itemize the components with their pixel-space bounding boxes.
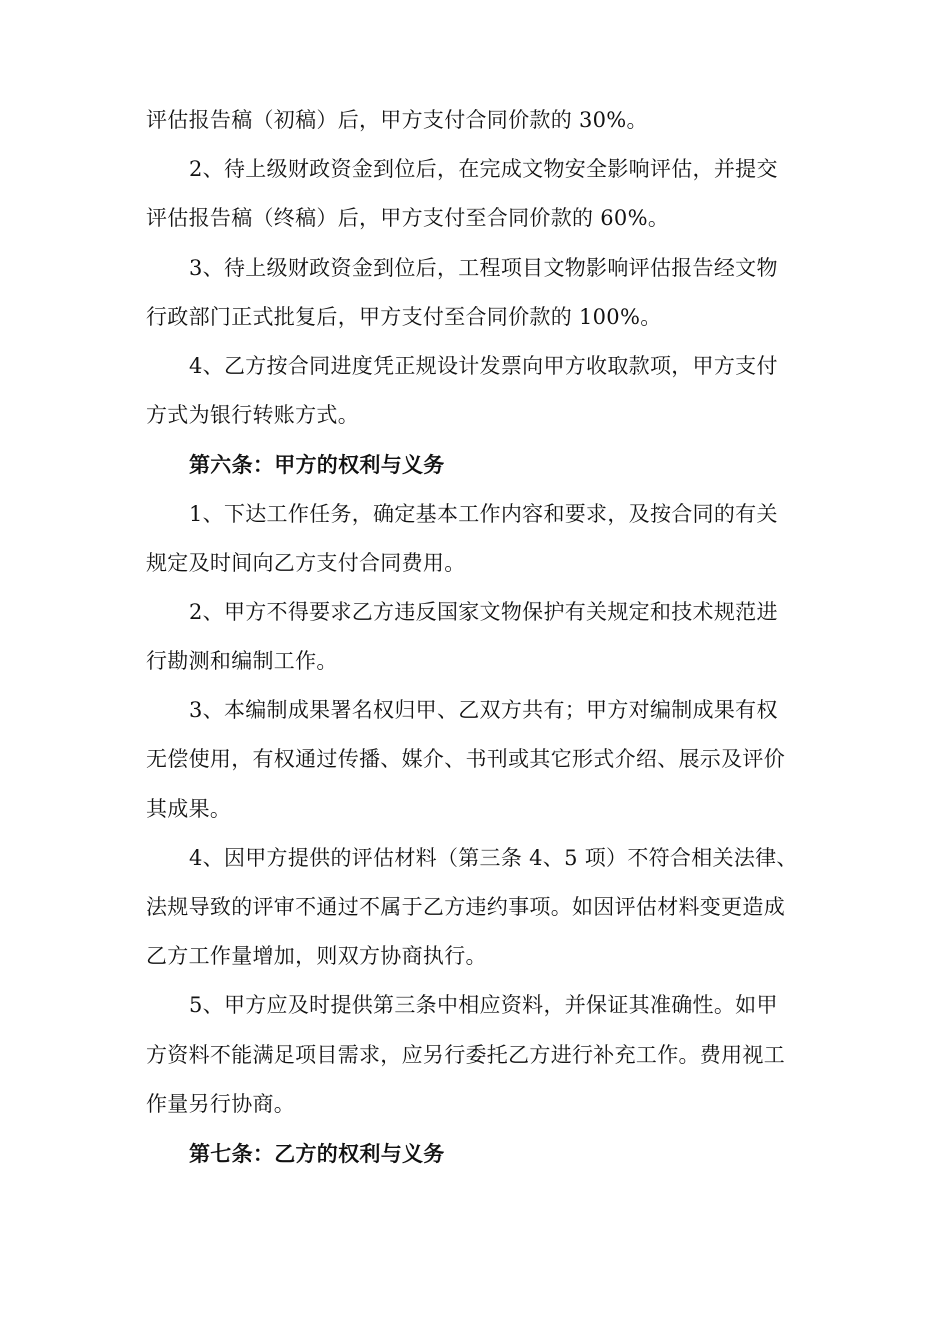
text-line-9: 1、下达工作任务，确定基本工作内容和要求，及按合同的有关	[189, 501, 778, 526]
text-line-11: 2、甲方不得要求乙方违反国家文物保护有关规定和技术规范进	[189, 599, 778, 624]
text-line-14: 无偿使用，有权通过传播、媒介、书刊或其它形式介绍、展示及评价	[146, 747, 785, 772]
text-line-19: 5、甲方应及时提供第三条中相应资料，并保证其准确性。如甲	[189, 993, 778, 1018]
text-line-18: 乙方工作量增加，则双方协商执行。	[146, 944, 487, 969]
text-line-2: 2、待上级财政资金到位后，在完成文物安全影响评估，并提交	[189, 157, 778, 182]
text-line-3: 评估报告稿（终稿）后，甲方支付至合同价款的 60%。	[146, 206, 670, 231]
text-line-12: 行勘测和编制工作。	[146, 649, 338, 674]
text-line-16: 4、因甲方提供的评估材料（第三条 4、5 项）不符合相关法律、	[189, 845, 798, 870]
section-heading-article-6: 第六条：甲方的权利与义务	[189, 452, 445, 478]
text-line-10: 规定及时间向乙方支付合同费用。	[146, 550, 466, 575]
document-body	[146, 96, 826, 1178]
text-line-4: 3、待上级财政资金到位后，工程项目文物影响评估报告经文物	[189, 255, 778, 280]
section-heading-article-7: 第七条：乙方的权利与义务	[189, 1140, 445, 1166]
text-line-1: 评估报告稿（初稿）后，甲方支付合同价款的 30%。	[146, 108, 648, 132]
text-line-7: 方式为银行转账方式。	[146, 403, 359, 428]
text-line-15: 其成果。	[146, 796, 232, 821]
text-line-13: 3、本编制成果署名权归甲、乙双方共有；甲方对编制成果有权	[189, 698, 778, 723]
text-line-17: 法规导致的评审不通过不属于乙方违约事项。如因评估材料变更造成	[146, 895, 785, 919]
text-line-20: 方资料不能满足项目需求，应另行委托乙方进行补充工作。费用视工	[146, 1042, 785, 1067]
text-line-5: 行政部门正式批复后，甲方支付至合同价款的 100%。	[146, 304, 662, 329]
text-line-6: 4、乙方按合同进度凭正规设计发票向甲方收取款项，甲方支付	[189, 353, 778, 378]
text-line-21: 作量另行协商。	[146, 1091, 296, 1116]
